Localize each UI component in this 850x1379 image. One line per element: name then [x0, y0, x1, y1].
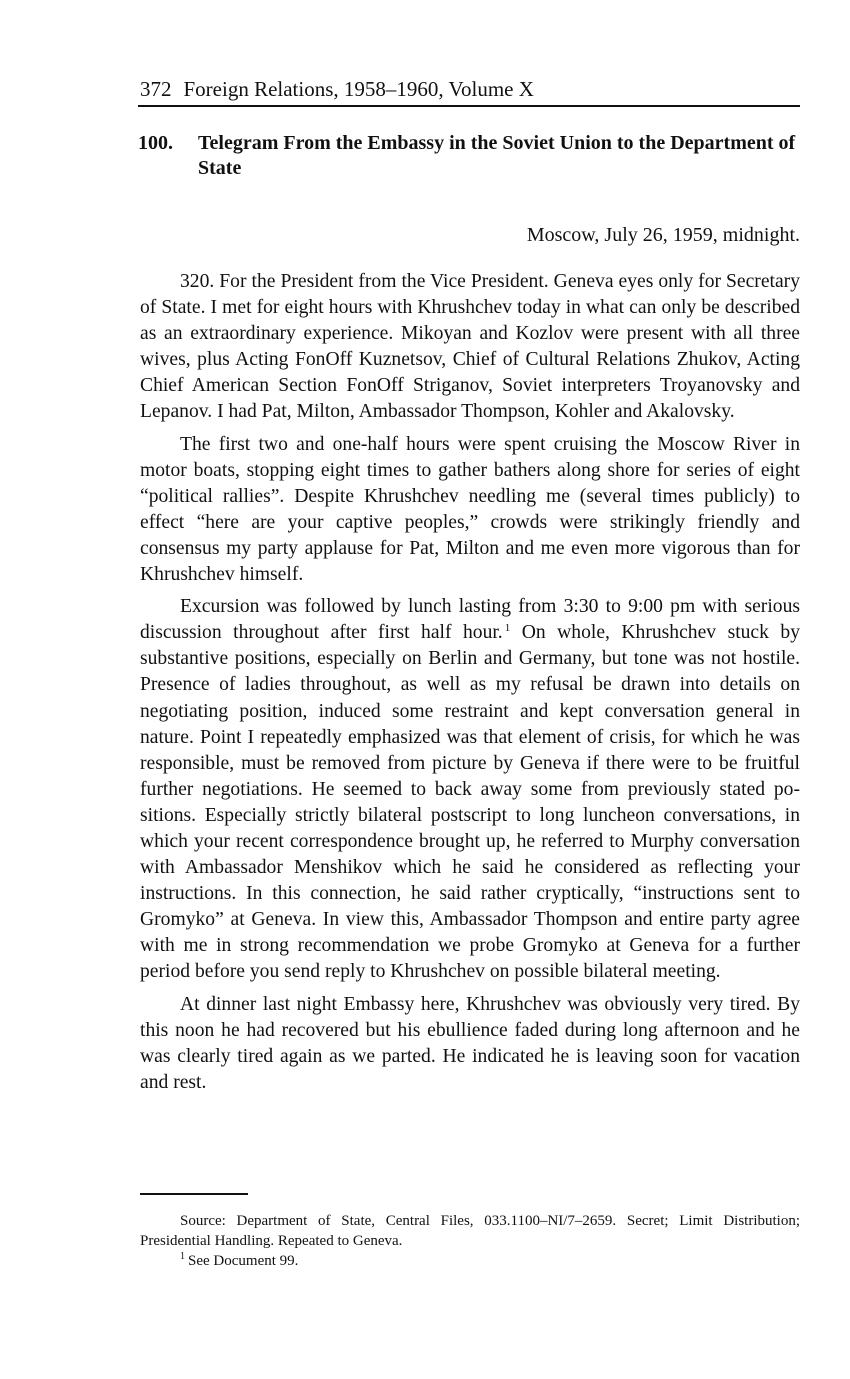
paragraph: The first two and one-half hours were spent cruising the Moscow River in motor boats, stopping eight times to gather bathers along shore for series of eight “political rallies”. Despite Khrushchev needling me (several times publicly) to effect “here are your captive peoples,” crowds were strikingly friendly and consensus my party applause for Pat, Milton and me even more vigorous than for Khrushchev himself.: [140, 433, 800, 586]
footnote-1: [140, 1251, 800, 1271]
page-number: 372: [140, 77, 172, 101]
paragraph: At dinner last night Embassy here, Khrushchev was obviously very tired. By this noon he had recovered but his ebullience faded during long afternoon and he was clearly tired again as we parted. He indicated he is leaving soon for vacation and rest.: [140, 993, 800, 1093]
footnote-marker: 1: [180, 1251, 185, 1262]
paragraph: 320. For the President from the Vice President. Geneva eyes only for Secretary of State. I met for eight hours with Khrushchev today in what can only be described as an extraordinary experience. Mikoyan and Kozlov were present with all three wives, plus Acting FonOff Kuznetsov, Chief of Cultural Relations Zhukov, Acting Chief American Section FonOff Striganov, Soviet interpreters Troyanovsky and Lepanov. I had Pat, Milton, Ambassador Thompson, Kohler and Akalovsky.: [140, 271, 800, 423]
source-note: Source: Department of State, Central Files, 033.1100–NI/7–2659. Secret; Limit Distribution; Presidential Handling. Repeated to Geneva.: [140, 1213, 800, 1249]
dateline: Moscow, July 26, 1959, midnight.: [526, 224, 800, 246]
paragraph-text: Excursion was followed by lunch lasting from 3:30 to 9:00 pm with serious discussion throughout after first half hour.: [140, 596, 800, 644]
telegram-body: [140, 269, 800, 1102]
publication-title: Foreign Relations, 1958–1960, Volume X: [183, 77, 534, 101]
footnote-rule: [140, 1193, 248, 1195]
header-rule: [138, 105, 800, 107]
footnote-reference[interactable]: 1: [504, 622, 511, 635]
paragraph-text: On whole, Khrushchev stuck by substantive positions, especially on Berlin and Germany, but tone was not hostile. Presence of ladies throughout, as well as my refusal be drawn into details on negotiating position, induced some restraint and kept conversation general in nature. Point I repeatedly emphasized was that element of crisis, for which he was responsible, must be removed from picture by Geneva if there were to be fruitful further negotiations. He seemed to back away some from previously stated positions. Especially strictly bilateral postscript to long luncheon conversations, in which your recent correspondence brought up, he referred to Murphy conversation with Ambassador Menshikov which he said he considered as reflecting your instructions. In this connection, he said rather cryptically, “instructions sent to Gromyko” at Geneva. In view this, Ambassador Thompson and entire party agree with me in strong recommendation we probe Gromyko at Geneva for a further period before you send reply to Khrushchev on possible bilateral meeting.: [140, 622, 801, 983]
document-heading: [138, 131, 800, 181]
footnotes: [140, 1211, 800, 1271]
paragraph: [140, 594, 800, 985]
document-title: Telegram From the Embassy in the Soviet Union to the Department of State: [198, 132, 796, 179]
footnote-text: See Document 99.: [188, 1253, 299, 1269]
document-number: 100.: [138, 132, 173, 154]
running-head: [140, 76, 800, 102]
